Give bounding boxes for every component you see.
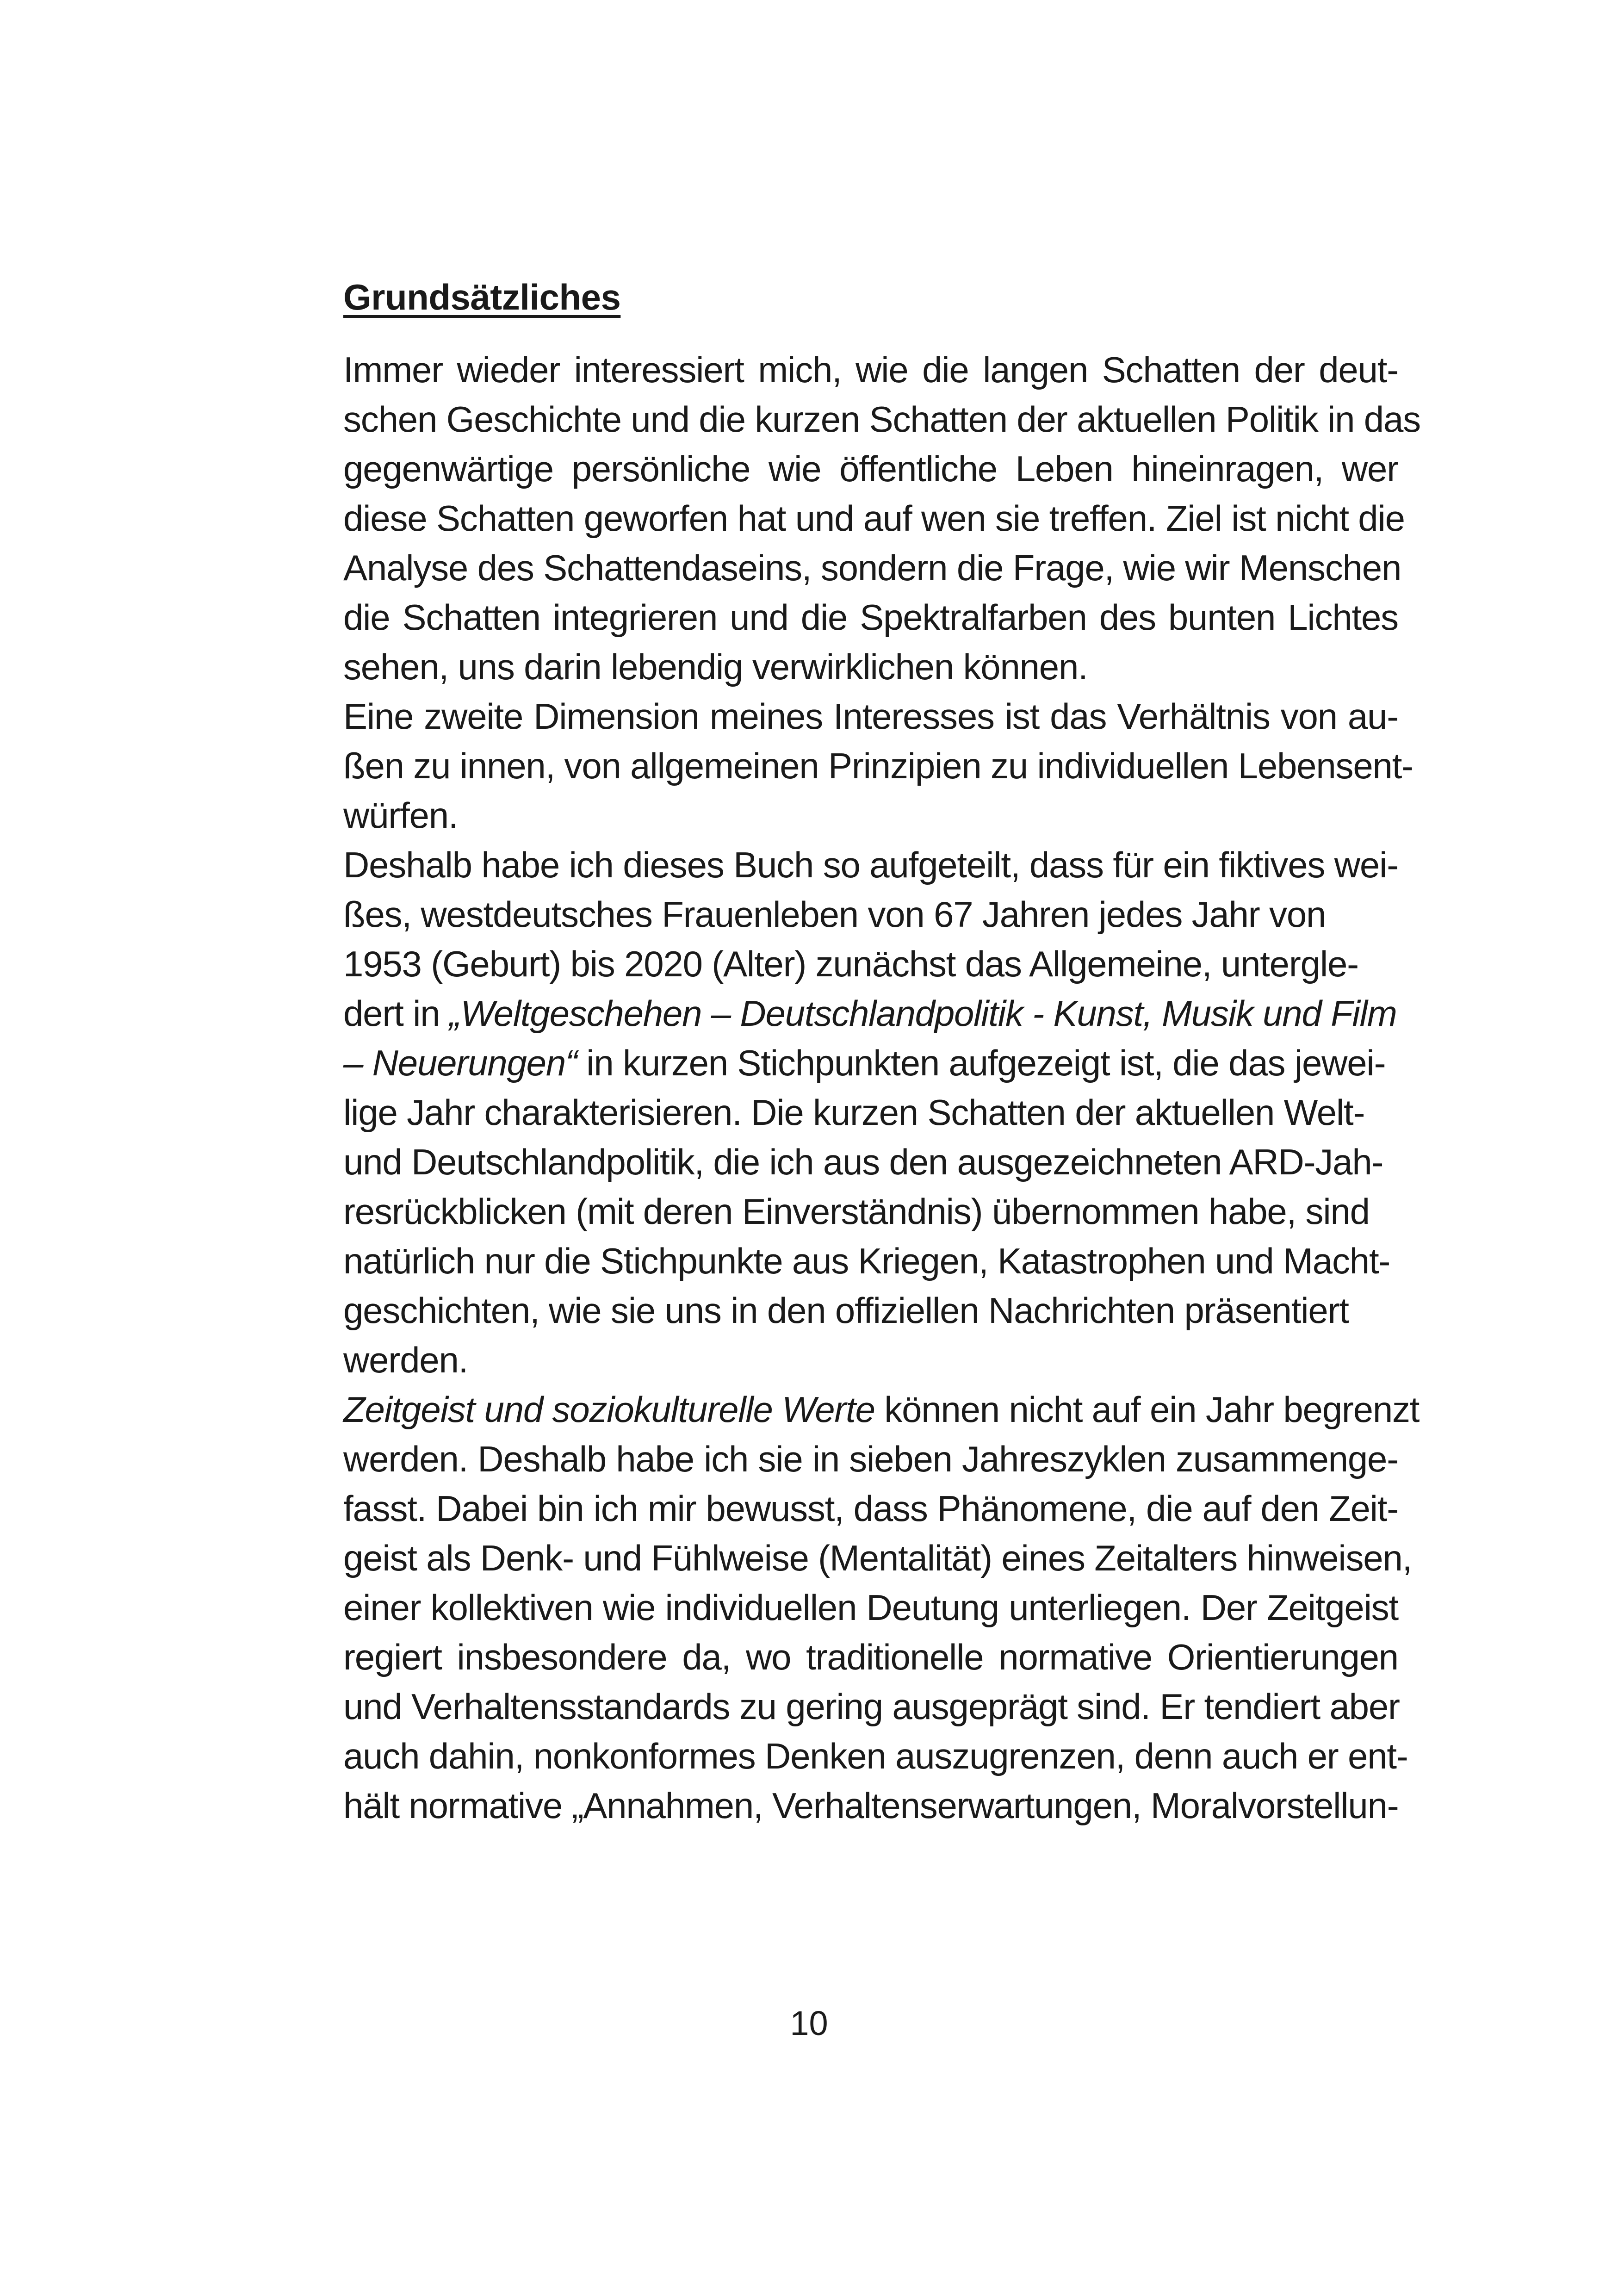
text-line xyxy=(343,939,1398,989)
text-line xyxy=(343,1137,1398,1187)
text-run: werden. xyxy=(343,1340,468,1380)
text-run: Eine zweite Dimension meines Interesses ist das Verhältnis von au- xyxy=(343,696,1398,737)
text-run: dert in xyxy=(343,993,449,1034)
text-line xyxy=(343,1286,1398,1335)
text-line xyxy=(343,593,1398,642)
text-line xyxy=(343,1434,1398,1484)
text-run: Deshalb habe ich dieses Buch so aufgeteilt, dass für ein fiktives wei- xyxy=(343,844,1398,885)
text-run: können nicht auf ein Jahr begrenzt xyxy=(874,1389,1420,1430)
text-run: und Verhaltensstandards zu gering ausgeprägt sind. Er tendiert aber xyxy=(343,1686,1400,1727)
text-run: 1953 (Geburt) bis 2020 (Alter) zunächst das Allgemeine, untergle- xyxy=(343,943,1358,984)
text-run: werden. Deshalb habe ich sie in sieben Jahreszyklen zusammenge- xyxy=(343,1439,1398,1479)
text-run: diese Schatten geworfen hat und auf wen sie treffen. Ziel ist nicht die xyxy=(343,498,1405,539)
text-line xyxy=(343,1682,1398,1731)
text-run: ßen zu innen, von allgemeinen Prinzipien zu individuellen Lebensent- xyxy=(343,745,1413,786)
text-line xyxy=(343,345,1398,395)
text-run: gegenwärtige persönliche wie öffentliche Leben hineinragen, wer xyxy=(343,448,1398,489)
text-run: hält normative „Annahmen, Verhaltenserwartungen, Moralvorstellun- xyxy=(343,1785,1399,1826)
text-line xyxy=(343,840,1398,890)
text-line xyxy=(343,1781,1398,1831)
text-run: fasst. Dabei bin ich mir bewusst, dass Phänomene, die auf den Zeit- xyxy=(343,1488,1398,1529)
text-run: auch dahin, nonkonformes Denken auszugrenzen, denn auch er ent- xyxy=(343,1736,1408,1776)
text-run: Immer wieder interessiert mich, wie die langen Schatten der deut- xyxy=(343,349,1398,390)
text-line xyxy=(343,1088,1398,1137)
text-run: die Schatten integrieren und die Spektralfarben des bunten Lichtes xyxy=(343,597,1398,638)
text-line xyxy=(343,791,1398,840)
text-line xyxy=(343,1583,1398,1632)
text-run: resrückblicken (mit deren Einverständnis) übernommen habe, sind xyxy=(343,1191,1370,1232)
text-line xyxy=(343,890,1398,939)
text-line xyxy=(343,692,1398,741)
text-block xyxy=(343,273,1420,1831)
text-line xyxy=(343,1632,1398,1682)
text-line xyxy=(343,989,1398,1038)
text-line xyxy=(343,1335,1398,1385)
text-run: würfen. xyxy=(343,795,458,836)
text-line xyxy=(343,1038,1398,1088)
text-run: in kurzen Stichpunkten aufgezeigt ist, die das jewei- xyxy=(577,1043,1386,1083)
page-number: 10 xyxy=(790,2004,828,2042)
text-run: sehen, uns darin lebendig verwirklichen können. xyxy=(343,646,1088,687)
text-line xyxy=(343,1187,1398,1236)
text-line xyxy=(343,1484,1398,1533)
text-line xyxy=(343,1731,1408,1781)
text-line xyxy=(343,642,1398,692)
text-run: lige Jahr charakterisieren. Die kurzen Schatten der aktuellen Welt- xyxy=(343,1092,1365,1133)
text-line xyxy=(343,444,1398,494)
text-line xyxy=(343,395,1420,444)
text-run: regiert insbesondere da, wo traditionelle normative Orientierungen xyxy=(343,1637,1398,1677)
section-heading: Grundsätzliches xyxy=(343,277,621,317)
text-line xyxy=(343,494,1405,543)
text-line xyxy=(343,1533,1412,1583)
text-line xyxy=(343,1385,1420,1434)
italic-text-run: „Weltgeschehen – Deutschlandpolitik - Kunst, Musik und Film xyxy=(449,993,1397,1034)
text-run: einer kollektiven wie individuellen Deutung unterliegen. Der Zeitgeist xyxy=(343,1587,1398,1628)
italic-text-run: – Neuerungen“ xyxy=(343,1043,577,1083)
text-run: Analyse des Schattendaseins, sondern die Frage, wie wir Menschen xyxy=(343,547,1401,588)
text-line xyxy=(343,1236,1398,1286)
text-run: ßes, westdeutsches Frauenleben von 67 Jahren jedes Jahr von xyxy=(343,894,1326,935)
text-run: geist als Denk- und Fühlweise (Mentalität) eines Zeitalters hinweisen, xyxy=(343,1538,1412,1578)
text-line xyxy=(343,741,1413,791)
text-run: natürlich nur die Stichpunkte aus Kriegen, Katastrophen und Macht- xyxy=(343,1241,1390,1281)
text-run: schen Geschichte und die kurzen Schatten der aktuellen Politik in das xyxy=(343,399,1420,440)
italic-text-run: Zeitgeist und soziokulturelle Werte xyxy=(343,1389,875,1430)
text-run: und Deutschlandpolitik, die ich aus den ausgezeichneten ARD-Jah- xyxy=(343,1142,1383,1182)
text-line xyxy=(343,543,1401,593)
text-run: geschichten, wie sie uns in den offiziellen Nachrichten präsentiert xyxy=(343,1290,1349,1331)
body-text xyxy=(343,345,1420,1831)
